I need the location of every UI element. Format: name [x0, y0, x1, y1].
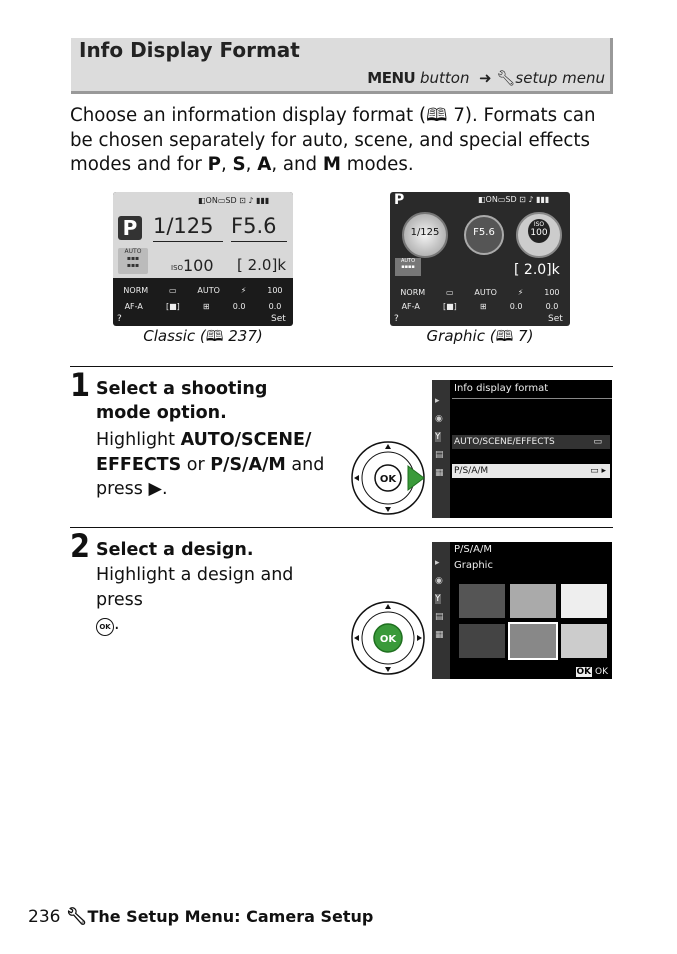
- info-display-menu-screen: [432, 380, 612, 518]
- mode-a: A: [257, 154, 272, 175]
- aperture-dial: F5.6: [464, 215, 504, 255]
- design-thumbnail[interactable]: [459, 584, 505, 618]
- status-icons: ◧ON▭SD ⊡ ♪ ▮▮▮: [478, 195, 550, 204]
- svg-text:OK: OK: [379, 634, 397, 645]
- wrench-icon: 🔧︎: [65, 907, 88, 927]
- book-icon: 🕮: [205, 327, 224, 345]
- intro-paragraph: Choose an information display format (🕮 7). Formats can be chosen separately for auto, scene, and special effects modes and for P, S, A, and M modes.: [70, 105, 596, 175]
- graphic-caption: Graphic (🕮 7): [426, 327, 534, 345]
- design-thumbnail-selected[interactable]: [508, 622, 558, 660]
- section-title: Info Display Format: [79, 38, 300, 62]
- shutter-dial: 1/125: [402, 212, 448, 258]
- mode-s: S: [232, 154, 246, 175]
- intro-and: , and: [271, 154, 323, 175]
- menu-path-button-text: button: [419, 69, 470, 87]
- book-icon: 🕮: [495, 327, 514, 345]
- design-thumbnail[interactable]: [561, 584, 607, 618]
- menu-path-setup-text: setup menu: [515, 69, 605, 87]
- help-icon: ?: [117, 314, 122, 324]
- divider: [70, 366, 613, 367]
- multi-selector-dial-ok: [350, 600, 426, 676]
- step-heading: Select a shooting mode option.: [96, 379, 268, 423]
- mode-badge: P: [118, 216, 142, 240]
- aperture: F5.6: [231, 214, 277, 238]
- divider: [70, 527, 613, 528]
- exposure-count: [ 2.0]k: [514, 262, 560, 278]
- iso-label: ISO: [171, 264, 184, 272]
- menu-path: [367, 69, 605, 87]
- info-row-2: AF-A [■] ⊞ 0.0 0.0: [124, 302, 282, 311]
- design-thumbnail[interactable]: [459, 624, 505, 658]
- intro-text-2: ). Formats can be chosen separately for auto, scene, and special effects modes and for: [70, 105, 596, 175]
- menu-tab-icons: ▸ ◉ Y ▤ ▦: [435, 558, 444, 640]
- wrench-icon: 🔧︎: [496, 69, 516, 87]
- info-row-1: NORM ▭ AUTO ⚡ 100: [400, 288, 560, 297]
- help-icon: ?: [394, 314, 399, 324]
- step-number: 2: [70, 527, 91, 565]
- graphic-design-screen: [432, 542, 612, 679]
- mode-label: P: [394, 192, 405, 208]
- menu-title: P/S/A/M: [454, 544, 492, 555]
- mode-m: M: [322, 154, 341, 175]
- iso-value: 100: [183, 256, 214, 275]
- menu-item-auto-scene-effects[interactable]: AUTO/SCENE/EFFECTS ▭: [452, 435, 610, 449]
- menu-subtitle: Graphic: [454, 560, 493, 571]
- classic-display-image: [113, 192, 293, 326]
- design-thumbnail[interactable]: [561, 624, 607, 658]
- menu-button-label: MENU: [367, 69, 416, 87]
- shutter-speed: 1/125: [153, 214, 214, 238]
- set-label: Set: [548, 314, 563, 324]
- graphic-display-image: [390, 192, 570, 326]
- intro-text-1: Choose an information display format (: [70, 105, 427, 126]
- svg-text:OK: OK: [379, 474, 397, 485]
- menu-tab-icons: ▸ ◉ Y ▤ ▦: [435, 396, 444, 478]
- auto-area-icon: AUTO ▪▪▪▪: [395, 258, 421, 276]
- step-number: 1: [70, 366, 91, 404]
- classic-caption: Classic (🕮 237): [143, 327, 263, 345]
- ok-button-icon: OK: [96, 618, 114, 636]
- ok-label: OK OK: [576, 667, 608, 677]
- menu-title: Info display format: [454, 383, 549, 394]
- option-psam: P/S/A/M: [210, 454, 286, 475]
- page-footer: [28, 907, 373, 927]
- mode-p: P: [207, 154, 221, 175]
- step-heading: Select a design.: [96, 540, 254, 560]
- info-row-2: AF-A [■] ⊞ 0.0 0.0: [401, 302, 559, 311]
- footer-title: The Setup Menu: Camera Setup: [87, 907, 374, 926]
- status-icons: ◧ON▭SD ⊡ ♪ ▮▮▮: [198, 196, 270, 205]
- intro-modes: modes.: [340, 154, 414, 175]
- iso-dial: ISO 100: [516, 212, 562, 258]
- step-body: Highlight a design and press OK .: [96, 565, 294, 634]
- arrow-icon: ➜: [479, 69, 492, 87]
- book-icon: 🕮: [426, 105, 448, 126]
- option-auto-scene-effects: AUTO/SCENE/ EFFECTS: [96, 430, 312, 475]
- menu-item-psam[interactable]: P/S/A/M ▭ ▸: [452, 464, 610, 478]
- exposure-count: [ 2.0]k: [237, 256, 287, 274]
- intro-ref: 7: [453, 105, 465, 126]
- info-row-1: NORM ▭ AUTO ⚡ 100: [123, 286, 283, 295]
- design-thumbnail[interactable]: [510, 584, 556, 618]
- section-header: [71, 38, 613, 94]
- set-label: Set: [271, 314, 286, 324]
- auto-area-icon: AUTO ▪▪▪ ▪▪▪: [118, 248, 148, 274]
- multi-selector-dial: [350, 440, 426, 516]
- step-body: Highlight AUTO/SCENE/ EFFECTS or P/S/A/M and press ▶.: [96, 430, 325, 499]
- page-number: 236: [28, 907, 61, 927]
